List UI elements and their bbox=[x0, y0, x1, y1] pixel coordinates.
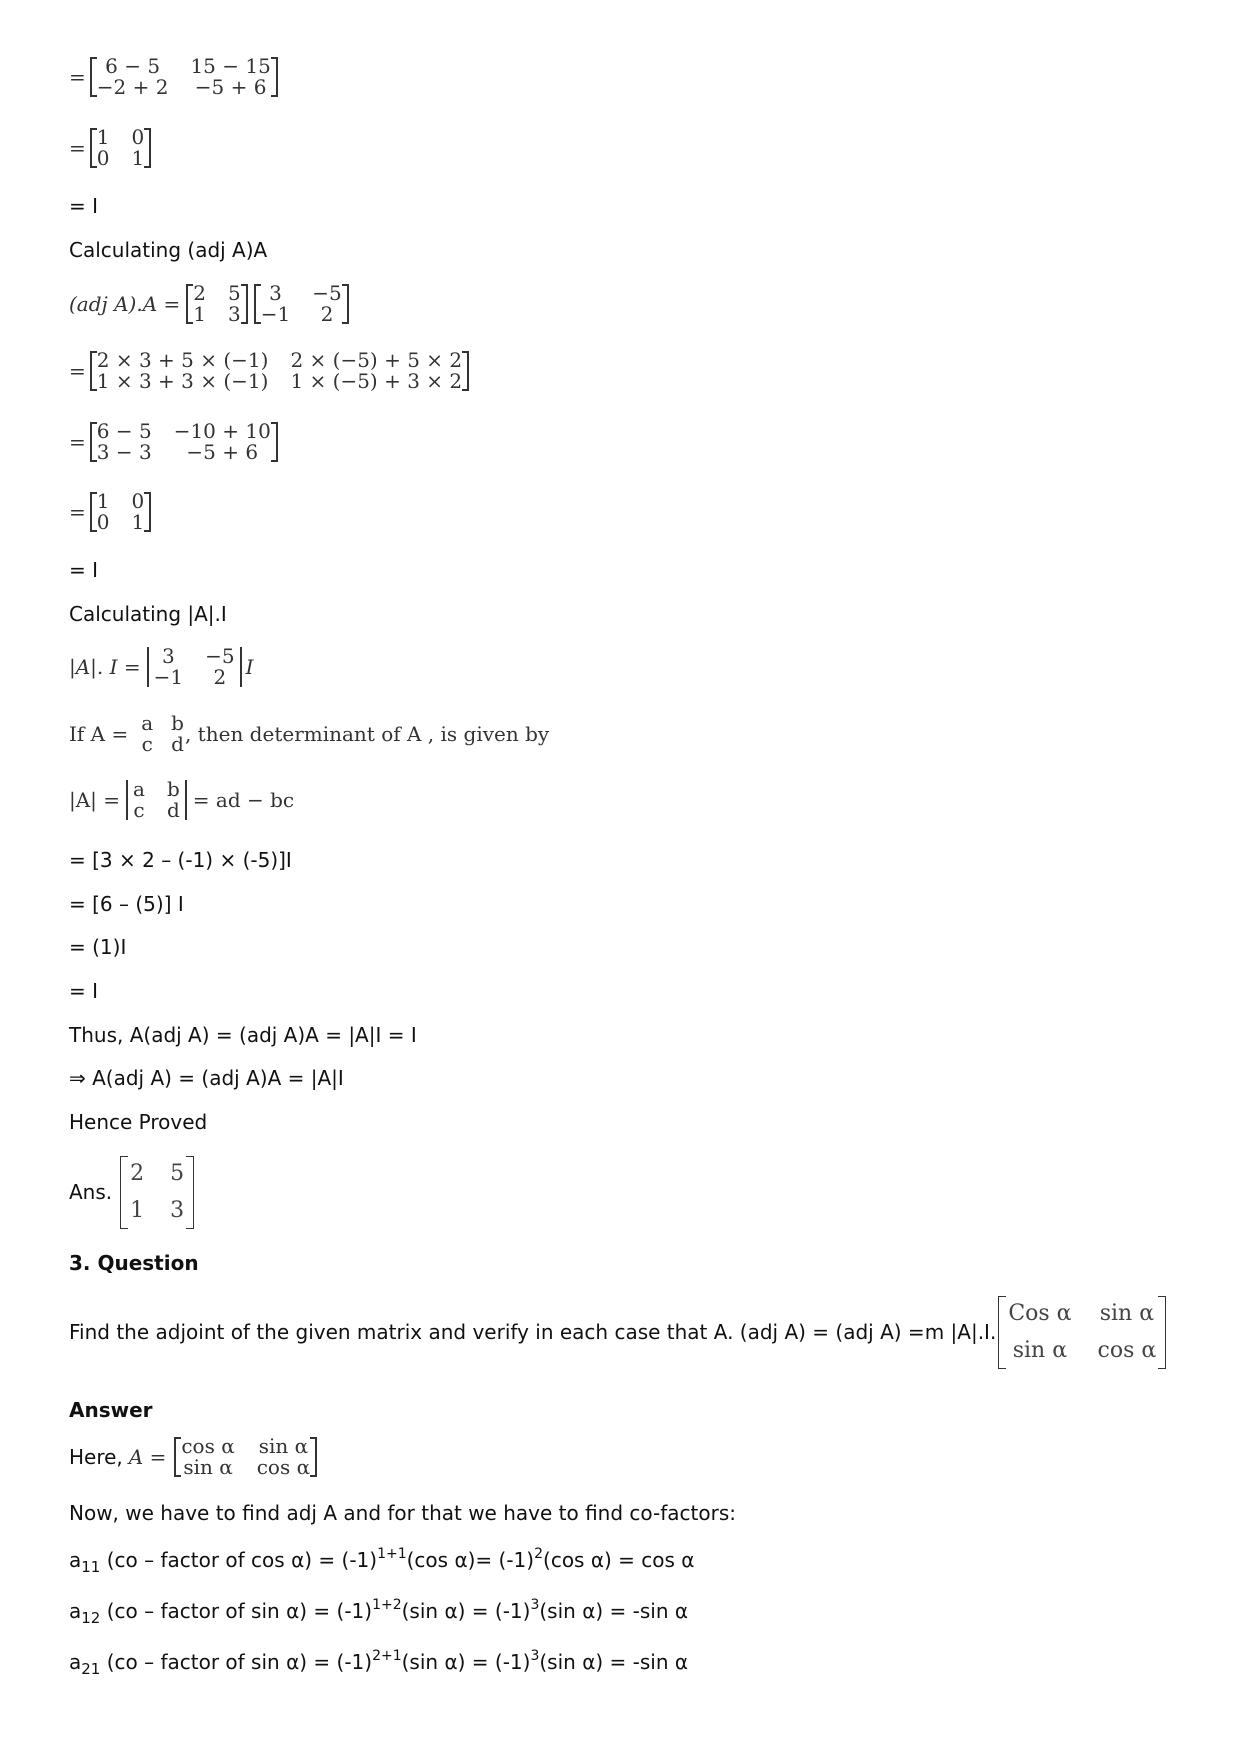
matrix-cell: sin α bbox=[1099, 1301, 1155, 1326]
cofactor-text: (co – factor of cos α) = (-1) bbox=[100, 1548, 378, 1572]
answer-label: Ans. bbox=[69, 1180, 113, 1205]
matrix-cell: 2 bbox=[130, 1161, 145, 1186]
matrix-cell: −5 bbox=[205, 644, 235, 668]
superscript: 2+1 bbox=[372, 1648, 402, 1664]
determinant bbox=[147, 646, 242, 688]
question-text-row bbox=[69, 1295, 1166, 1370]
cofactor-text: (sin α) = -sin α bbox=[539, 1599, 689, 1623]
text-line: Calculating (adj A)A bbox=[69, 238, 268, 262]
matrix-cell: 0 bbox=[96, 146, 110, 170]
text-line: = I bbox=[69, 194, 99, 218]
equation-rhs: , then determinant of A , is given by bbox=[184, 722, 550, 746]
matrix-cell: a bbox=[133, 777, 145, 801]
equation-row bbox=[69, 350, 469, 392]
equation-lhs: (adj A).A = bbox=[69, 292, 181, 316]
subscript: 11 bbox=[81, 1558, 101, 1576]
matrix-cell: cos α bbox=[181, 1434, 235, 1458]
matrix-cell: 2 × 3 + 5 × (−1) bbox=[96, 348, 269, 372]
equals-sign: = bbox=[69, 136, 86, 160]
equals-sign: = bbox=[69, 430, 86, 454]
matrix-cell: 2 bbox=[320, 302, 334, 326]
equation-lhs: |A| = bbox=[69, 788, 121, 812]
equation-row bbox=[69, 491, 151, 533]
matrix-cell: 1 bbox=[96, 125, 110, 149]
equation-lhs: A = bbox=[128, 1445, 167, 1469]
matrix-cell: 6 − 5 bbox=[105, 54, 161, 78]
matrix-cell: 6 − 5 bbox=[96, 419, 152, 443]
equation-row bbox=[69, 127, 151, 169]
question-heading: 3. Question bbox=[69, 1251, 199, 1275]
matrix-cell: c bbox=[133, 798, 145, 822]
text-line: = [3 × 2 – (-1) × (-5)]I bbox=[69, 848, 292, 872]
text-line: = [6 – (5)] I bbox=[69, 892, 184, 916]
matrix-cell: b bbox=[171, 711, 184, 735]
matrix-cell: −5 bbox=[312, 281, 342, 305]
equation-row bbox=[69, 283, 349, 325]
matrix-cell: 15 − 15 bbox=[190, 54, 271, 78]
matrix-cell: 0 bbox=[96, 510, 110, 534]
matrix bbox=[134, 713, 191, 755]
matrix-cell: b bbox=[166, 777, 180, 801]
matrix-cell: c bbox=[141, 732, 153, 756]
matrix-cell: d bbox=[171, 732, 184, 756]
cofactor-text: (cos α)= (-1) bbox=[406, 1548, 535, 1572]
matrix-cell: 3 − 3 bbox=[96, 440, 152, 464]
superscript: 1+2 bbox=[372, 1597, 402, 1613]
matrix-cell: 3 bbox=[170, 1198, 185, 1224]
matrix-cell: cos α bbox=[256, 1455, 311, 1479]
answer-row bbox=[69, 1155, 194, 1230]
text-line: Hence Proved bbox=[69, 1110, 208, 1134]
text-line: = (1)I bbox=[69, 935, 127, 959]
text-line: ⇒ A(adj A) = (adj A)A = |A|I bbox=[69, 1066, 344, 1090]
determinant bbox=[126, 779, 187, 821]
matrix-cell: sin α bbox=[258, 1434, 309, 1458]
equation-row bbox=[69, 713, 549, 755]
cofactor-symbol: a bbox=[69, 1599, 82, 1623]
matrix-cell: 2 bbox=[193, 281, 206, 305]
equals-sign: = bbox=[69, 359, 86, 383]
superscript: 3 bbox=[530, 1648, 540, 1664]
matrix-cell: 1 bbox=[130, 1198, 145, 1224]
matrix-cell: 3 bbox=[162, 644, 175, 668]
matrix-cell: 2 bbox=[213, 665, 227, 689]
matrix-cell: −1 bbox=[260, 302, 291, 326]
cofactor-text: (sin α) = (-1) bbox=[401, 1599, 531, 1623]
matrix-cell: sin α bbox=[183, 1455, 233, 1479]
cofactor-line bbox=[69, 1547, 694, 1575]
matrix bbox=[174, 1436, 317, 1478]
matrix-cell: −2 + 2 bbox=[96, 75, 169, 99]
matrix-cell: 1 bbox=[96, 489, 110, 513]
answer-heading: Answer bbox=[69, 1398, 153, 1422]
matrix-cell: sin α bbox=[1012, 1338, 1068, 1364]
equation-row bbox=[69, 421, 278, 463]
matrix bbox=[90, 56, 278, 98]
cofactor-line bbox=[69, 1649, 688, 1677]
subscript: 12 bbox=[81, 1609, 101, 1627]
matrix bbox=[186, 283, 247, 325]
matrix-cell: Cos α bbox=[1008, 1301, 1072, 1326]
matrix bbox=[90, 421, 278, 463]
cofactor-text: (co – factor of sin α) = (-1) bbox=[100, 1650, 373, 1674]
equals-sign: = bbox=[69, 500, 86, 524]
superscript: 1+1 bbox=[377, 1546, 407, 1562]
cofactor-symbol: a bbox=[69, 1650, 82, 1674]
cofactor-text: (sin α) = (-1) bbox=[401, 1650, 531, 1674]
matrix bbox=[90, 127, 151, 169]
question-text: Find the adjoint of the given matrix and verify in each case that A. (adj A) = (adj A) =m |A|.I. bbox=[69, 1320, 997, 1345]
text-line: Thus, A(adj A) = (adj A)A = |A|I = I bbox=[69, 1023, 417, 1047]
matrix-cell: −5 + 6 bbox=[186, 440, 259, 464]
cofactor-text: (co – factor of sin α) = (-1) bbox=[100, 1599, 373, 1623]
cofactor-symbol: a bbox=[69, 1548, 82, 1572]
answer-matrix bbox=[120, 1155, 194, 1230]
here-label: Here, bbox=[69, 1445, 123, 1469]
cofactor-text: (sin α) = -sin α bbox=[539, 1650, 689, 1674]
equation-lhs: |A|. I = bbox=[69, 655, 141, 679]
matrix-cell: 1 × (−5) + 3 × 2 bbox=[290, 369, 463, 393]
matrix-cell: −10 + 10 bbox=[173, 419, 271, 443]
text-line: Calculating |A|.I bbox=[69, 602, 227, 626]
equation-row bbox=[69, 646, 254, 688]
text-line: Now, we have to find adj A and for that we have to find co-factors: bbox=[69, 1501, 736, 1525]
matrix-cell: 0 bbox=[131, 489, 145, 513]
cofactor-line bbox=[69, 1598, 688, 1626]
matrix-cell: cos α bbox=[1097, 1338, 1157, 1364]
cofactor-text: (cos α) = cos α bbox=[543, 1548, 695, 1572]
matrix-cell: 3 bbox=[227, 302, 241, 326]
subscript: 21 bbox=[81, 1660, 101, 1678]
equation-row bbox=[69, 56, 278, 98]
matrix-cell: 1 bbox=[131, 146, 145, 170]
matrix-cell: 0 bbox=[131, 125, 145, 149]
matrix-cell: d bbox=[166, 798, 180, 822]
matrix-cell: 1 bbox=[131, 510, 145, 534]
matrix-cell: 1 bbox=[193, 302, 206, 326]
superscript: 2 bbox=[534, 1546, 544, 1562]
equation-rhs: = ad − bc bbox=[192, 788, 295, 812]
matrix bbox=[90, 350, 469, 392]
matrix-cell: 5 bbox=[170, 1161, 185, 1186]
equation-row bbox=[69, 1436, 317, 1478]
equation-row bbox=[69, 779, 294, 821]
text-line: = I bbox=[69, 558, 99, 582]
matrix-cell: a bbox=[141, 711, 154, 735]
question-matrix bbox=[998, 1295, 1166, 1370]
equation-rhs: I bbox=[245, 655, 254, 679]
matrix-cell: 5 bbox=[227, 281, 241, 305]
matrix bbox=[90, 491, 151, 533]
matrix-cell: −5 + 6 bbox=[194, 75, 267, 99]
matrix-cell: 1 × 3 + 3 × (−1) bbox=[96, 369, 269, 393]
matrix bbox=[254, 283, 349, 325]
matrix-cell: −1 bbox=[153, 665, 184, 689]
superscript: 3 bbox=[530, 1597, 540, 1613]
equals-sign: = bbox=[69, 65, 86, 89]
text-line: = I bbox=[69, 979, 99, 1003]
equation-lhs: If A = bbox=[69, 722, 129, 746]
matrix-cell: 2 × (−5) + 5 × 2 bbox=[290, 348, 463, 372]
matrix-cell: 3 bbox=[269, 281, 282, 305]
